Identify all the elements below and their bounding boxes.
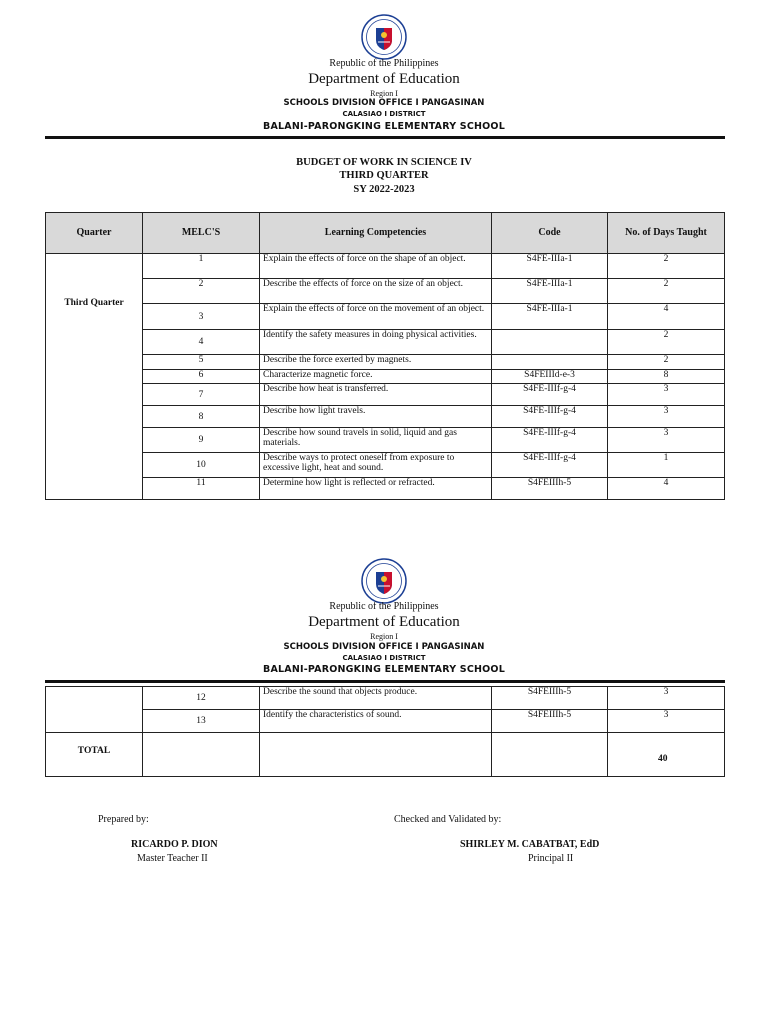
header-competencies: Learning Competencies xyxy=(260,213,492,254)
total-days: 40 xyxy=(608,733,725,777)
school-name: BALANI-PARONGKING ELEMENTARY SCHOOL xyxy=(263,121,505,132)
header-quarter: Quarter xyxy=(46,213,143,254)
competency-code: S4FE-IIIf-g-4 xyxy=(492,406,608,428)
header-melcs: MELC'S xyxy=(143,213,260,254)
melc-number: 8 xyxy=(143,406,260,428)
competency-text: Describe the sound that objects produce. xyxy=(260,687,492,710)
region-line: Region I xyxy=(370,632,398,641)
table-row xyxy=(46,453,725,478)
total-label: TOTAL xyxy=(46,733,143,777)
district-line: CALASIAO I DISTRICT xyxy=(342,654,426,662)
header-code: Code xyxy=(492,213,608,254)
competency-text: Describe the force exerted by magnets. xyxy=(260,355,492,370)
total-empty xyxy=(143,733,260,777)
melc-number: 11 xyxy=(143,478,260,500)
competency-text: Determine how light is reflected or refracted. xyxy=(260,478,492,500)
days-taught: 3 xyxy=(608,428,725,453)
deped-seal xyxy=(361,558,407,604)
division-line: SCHOOLS DIVISION OFFICE I PANGASINAN xyxy=(283,98,485,108)
republic-line: Republic of the Philippines xyxy=(329,58,439,69)
competency-code: S4FE-IIIa-1 xyxy=(492,279,608,304)
division-line: SCHOOLS DIVISION OFFICE I PANGASINAN xyxy=(283,642,485,652)
department-name: Department of Education xyxy=(308,614,460,630)
school-name: BALANI-PARONGKING ELEMENTARY SCHOOL xyxy=(263,664,505,675)
melc-number: 9 xyxy=(143,428,260,453)
competency-text: Explain the effects of force on the shape of an object. xyxy=(260,254,492,279)
quarter-cell-empty xyxy=(46,687,143,733)
melc-number: 6 xyxy=(143,370,260,384)
melc-number: 5 xyxy=(143,355,260,370)
table-row xyxy=(46,330,725,355)
prepared-by-name: RICARDO P. DION xyxy=(131,839,218,850)
competency-text: Describe ways to protect oneself from exposure to excessive light, heat and sound. xyxy=(260,453,492,478)
budget-table-continued xyxy=(45,686,725,777)
melc-number: 3 xyxy=(143,304,260,330)
melc-number: 2 xyxy=(143,279,260,304)
competency-text: Identify the safety measures in doing physical activities. xyxy=(260,330,492,355)
competency-code xyxy=(492,355,608,370)
competency-code: S4FEIIId-e-3 xyxy=(492,370,608,384)
competency-text: Identify the characteristics of sound. xyxy=(260,710,492,733)
competency-code xyxy=(492,330,608,355)
competency-code: S4FEIIIh-5 xyxy=(492,710,608,733)
melc-number: 1 xyxy=(143,254,260,279)
table-row xyxy=(46,406,725,428)
table-row xyxy=(46,370,725,384)
days-taught: 2 xyxy=(608,254,725,279)
days-taught: 2 xyxy=(608,330,725,355)
total-empty xyxy=(260,733,492,777)
days-taught: 1 xyxy=(608,453,725,478)
days-taught: 4 xyxy=(608,304,725,330)
competency-code: S4FE-IIIf-g-4 xyxy=(492,453,608,478)
days-taught: 3 xyxy=(608,710,725,733)
total-empty xyxy=(492,733,608,777)
table-row xyxy=(46,428,725,453)
competency-code: S4FE-IIIf-g-4 xyxy=(492,384,608,406)
days-taught: 2 xyxy=(608,279,725,304)
melc-number: 4 xyxy=(143,330,260,355)
checked-by-name: SHIRLEY M. CABATBAT, EdD xyxy=(460,839,600,850)
checked-by-position: Principal II xyxy=(528,853,574,864)
checked-by-label: Checked and Validated by: xyxy=(394,814,502,825)
competency-text: Describe how sound travels in solid, liquid and gas materials. xyxy=(260,428,492,453)
competency-code: S4FE-IIIa-1 xyxy=(492,304,608,330)
competency-code: S4FEIIIh-5 xyxy=(492,687,608,710)
days-taught: 3 xyxy=(608,687,725,710)
days-taught: 4 xyxy=(608,478,725,500)
deped-seal xyxy=(361,14,407,60)
competency-text: Explain the effects of force on the movement of an object. xyxy=(260,304,492,330)
days-taught: 8 xyxy=(608,370,725,384)
competency-code: S4FE-IIIf-g-4 xyxy=(492,428,608,453)
header-rule xyxy=(45,136,725,139)
table-row xyxy=(46,384,725,406)
table-header-row xyxy=(46,213,725,254)
melc-number: 13 xyxy=(143,710,260,733)
school-year: SY 2022-2023 xyxy=(353,184,415,195)
table-row xyxy=(46,355,725,370)
competency-code: S4FE-IIIa-1 xyxy=(492,254,608,279)
region-line: Region I xyxy=(370,89,398,98)
table-row xyxy=(46,304,725,330)
table-row xyxy=(46,478,725,500)
quarter-cell: Third Quarter xyxy=(46,254,143,500)
document-title: BUDGET OF WORK IN SCIENCE IV xyxy=(296,157,472,168)
competency-text: Describe how light travels. xyxy=(260,406,492,428)
header-days: No. of Days Taught xyxy=(608,213,725,254)
total-row xyxy=(46,733,725,777)
melc-number: 12 xyxy=(143,687,260,710)
republic-line: Republic of the Philippines xyxy=(329,601,439,612)
table-row xyxy=(46,687,725,710)
header-rule xyxy=(45,680,725,683)
competency-text: Describe how heat is transferred. xyxy=(260,384,492,406)
prepared-by-position: Master Teacher II xyxy=(137,853,208,864)
days-taught: 2 xyxy=(608,355,725,370)
prepared-by-label: Prepared by: xyxy=(98,814,149,825)
days-taught: 3 xyxy=(608,406,725,428)
table-row xyxy=(46,710,725,733)
table-row xyxy=(46,279,725,304)
days-taught: 3 xyxy=(608,384,725,406)
table-row xyxy=(46,254,725,279)
quarter-title: THIRD QUARTER xyxy=(339,170,429,181)
district-line: CALASIAO I DISTRICT xyxy=(342,110,426,118)
melc-number: 7 xyxy=(143,384,260,406)
department-name: Department of Education xyxy=(308,71,460,87)
competency-code: S4FEIIIh-5 xyxy=(492,478,608,500)
melc-number: 10 xyxy=(143,453,260,478)
budget-table xyxy=(45,212,725,500)
competency-text: Describe the effects of force on the size of an object. xyxy=(260,279,492,304)
competency-text: Characterize magnetic force. xyxy=(260,370,492,384)
